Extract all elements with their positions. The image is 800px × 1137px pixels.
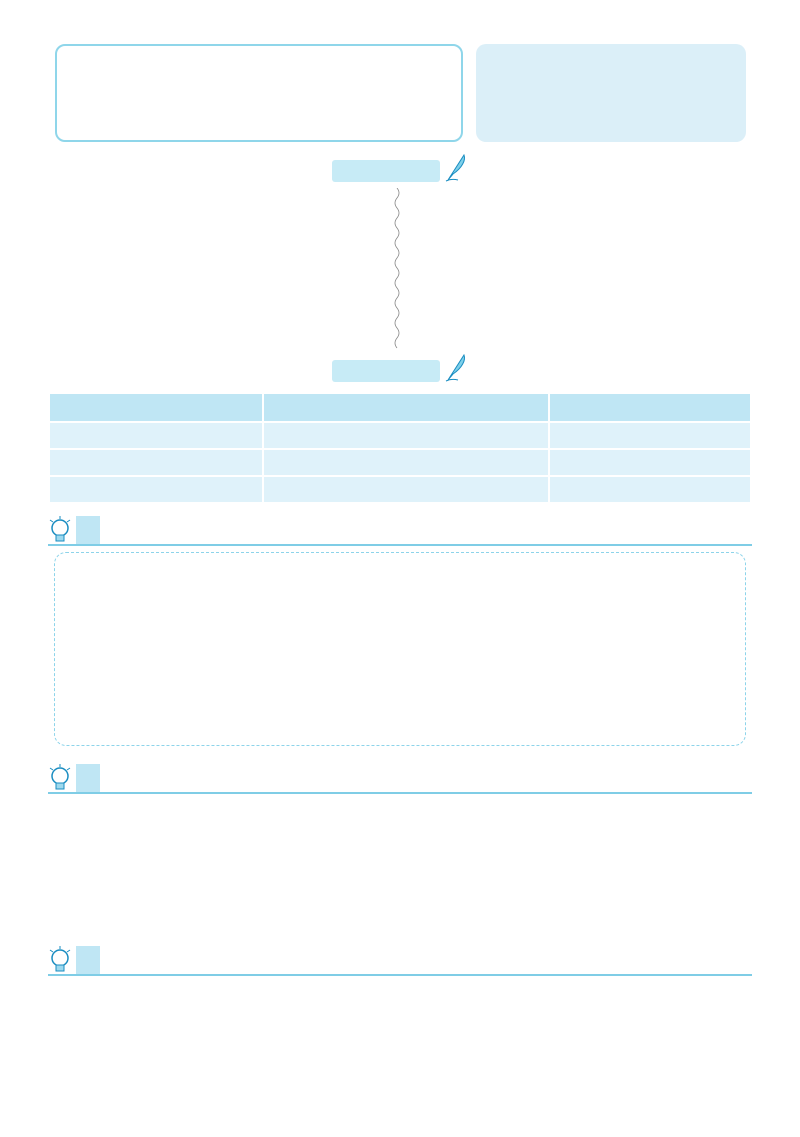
lightbulb-icon: [48, 516, 74, 546]
example-translation-box: [476, 44, 746, 142]
table-row: [50, 423, 750, 448]
row-header: [50, 450, 262, 475]
example-sentence-box: [55, 44, 463, 142]
lightbulb-icon: [48, 764, 74, 794]
column-header: [264, 394, 548, 421]
advanced-expressions-table: [48, 392, 752, 504]
feather-pen-icon: [444, 352, 468, 382]
analysis-header: [48, 946, 752, 976]
table-cell: [550, 477, 750, 502]
vocab-divider: [393, 188, 401, 350]
table-row: [50, 450, 750, 475]
table-cell: [264, 450, 548, 475]
section-title: [76, 516, 100, 544]
table-header-row: [50, 394, 750, 421]
table-cell: [264, 423, 548, 448]
table-row: [50, 477, 750, 502]
feather-pen-icon: [444, 152, 468, 182]
writing-quotes-box: [54, 552, 746, 746]
table-cell: [550, 450, 750, 475]
section-title: [76, 946, 100, 974]
section-five-header: [48, 516, 752, 546]
section-six-header: [48, 764, 752, 794]
advanced-expressions-header: [332, 360, 440, 382]
table-cell: [264, 477, 548, 502]
column-header: [50, 394, 262, 421]
table-cell: [550, 423, 750, 448]
row-header: [50, 423, 262, 448]
section-title: [76, 764, 100, 792]
vocab-header: [332, 160, 440, 182]
lightbulb-icon: [48, 946, 74, 976]
row-header: [50, 477, 262, 502]
column-header: [550, 394, 750, 421]
